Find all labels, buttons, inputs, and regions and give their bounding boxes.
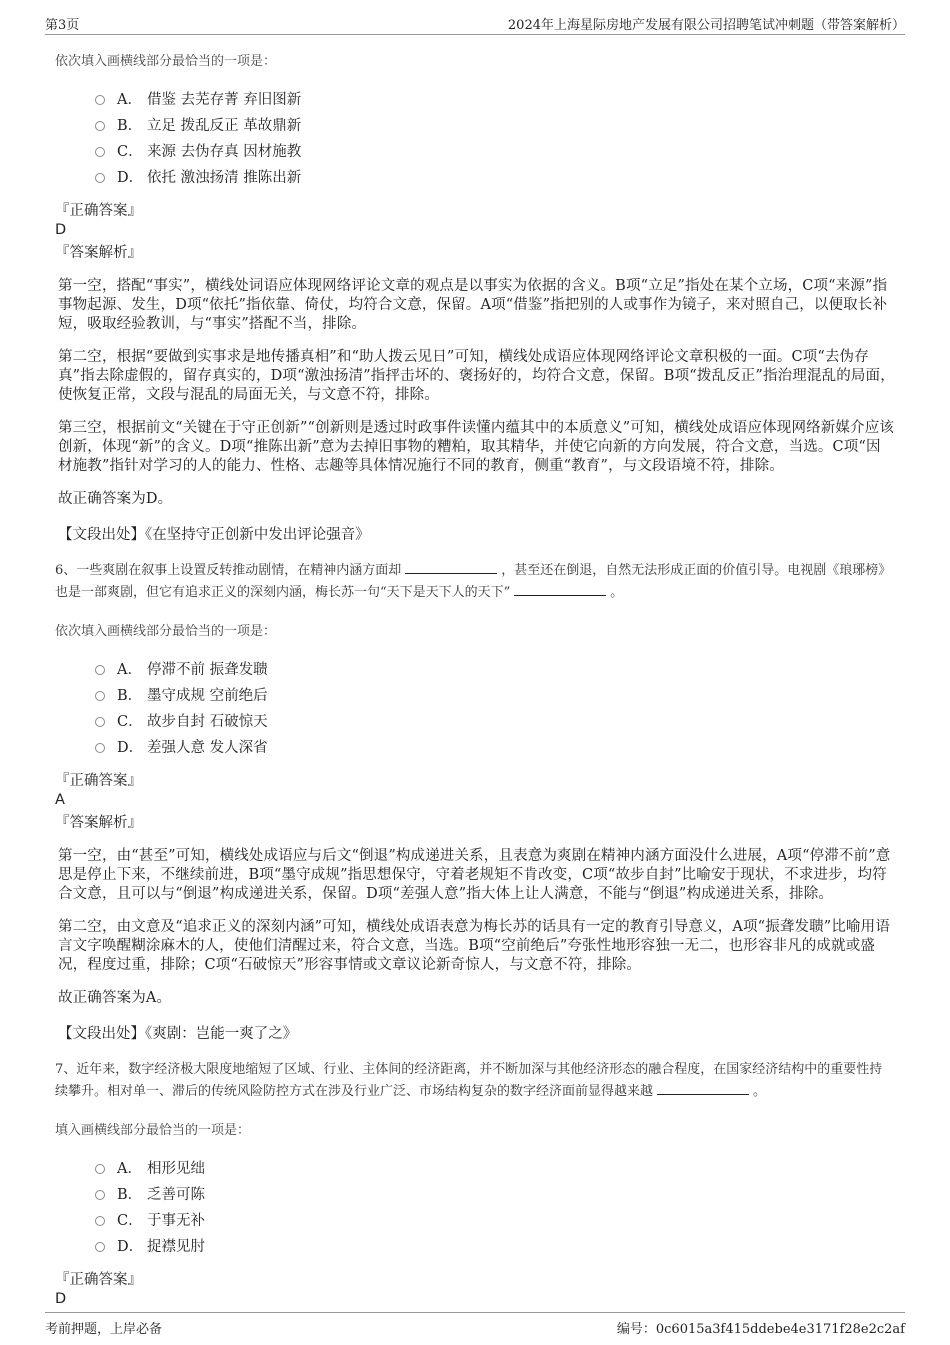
option-text: 捉襟见肘	[147, 1238, 205, 1255]
fill-blank	[405, 561, 497, 574]
option-letter: D．	[117, 739, 144, 756]
q5-analysis-paragraph: 第二空，根据“要做到实事求是地传播真相”和“助人拨云见日”可知，横线处成语应体现网络评论文章积极的一面。C项“去伪存真”指去除虚假的，留存真实的，D项“激浊扬清”指抨击坏的、褒扬好的，均符合文意，保留。B项“拨乱反正”指治理混乱的局面，使恢复正常，文段与混乱的局面无关，与文意不符，排除。	[58, 349, 895, 403]
q7-option-b[interactable]	[95, 1180, 895, 1206]
q6-analysis-paragraph: 第二空，由文意及“追求正义的深刻内涵”可知，横线处成语表意为梅长苏的话具有一定的教育引导意义，A项“振聋发聩”比喻用语言文字唤醒糊涂麻木的人，使他们清醒过来，符合文意，当选。B项“空前绝后”夸张性地形容独一无二，也形容非凡的成就或盛况，程度过重，排除；C项“石破惊天”形容事情或文章议论新奇惊人，与文意不符，排除。	[58, 919, 890, 973]
document-body	[55, 44, 895, 1308]
q5-answer-label: 『正确答案』	[55, 203, 142, 219]
q6-source: 【文段出处】《爽剧：岂能一爽了之》	[58, 1026, 298, 1042]
q7-stem-part: 7、近年来，数字经济极大限度地缩短了区域、行业、主体间的经济距离，并不断加深与其他经济形态的融合程度，在国家经济结构中的重要性持续攀升。相对单一、滞后的传统风险防控方式在涉及行业广泛、市场结构复杂的数字经济面前显得越来越	[55, 1062, 883, 1099]
option-letter: B．	[117, 1186, 143, 1203]
q6-stem-part: 6、一些爽剧在叙事上设置反转推动剧情，在精神内涵方面却	[55, 563, 402, 578]
option-letter: C．	[117, 1212, 143, 1229]
radio-icon[interactable]	[95, 1190, 105, 1200]
q5-option-b[interactable]	[95, 111, 895, 137]
option-letter: D．	[117, 1238, 144, 1255]
radio-icon[interactable]	[95, 1216, 105, 1226]
q5-option-c[interactable]	[95, 137, 895, 163]
radio-icon[interactable]	[95, 173, 105, 183]
q7-answer-label: 『正确答案』	[55, 1272, 142, 1288]
radio-icon[interactable]	[95, 691, 105, 701]
q6-analysis-paragraph: 第一空，由“甚至”可知，横线处成语应与后文“倒退”构成递进关系，且表意为爽剧在精神内涵方面没什么进展，A项“停滞不前”意思是停止下来，不继续前进，B项“墨守成规”指思想保守，守着老规矩不肯改变，C项“故步自封”比喻安于现状，不求进步，均符合文意，且可以与“倒退”构成递进关系，保留。D项“差强人意”指大体上让人满意，不能与“倒退”构成递进关系，排除。	[58, 848, 891, 902]
radio-icon[interactable]	[95, 1164, 105, 1174]
footer-slogan: 考前押题，上岸必备	[45, 1322, 163, 1337]
radio-icon[interactable]	[95, 665, 105, 675]
q7-stem-part: 。	[753, 1084, 767, 1099]
document-title: 2024年上海星际房地产发展有限公司招聘笔试冲刺题（带答案解析）	[507, 18, 905, 33]
q6-option-b[interactable]	[95, 681, 895, 707]
radio-icon[interactable]	[95, 95, 105, 105]
document-code: 编号：0c6015a3f415ddebe4e3171f28e2c2af	[616, 1322, 905, 1337]
q6-conclusion: 故正确答案为A。	[58, 990, 172, 1006]
q7-stem	[55, 1059, 895, 1103]
option-text: 相形见绌	[147, 1160, 205, 1177]
option-text: 来源 去伪存真 因材施教	[147, 143, 302, 160]
q7-options	[95, 1154, 895, 1258]
radio-icon[interactable]	[95, 1242, 105, 1252]
option-letter: C．	[117, 143, 143, 160]
q7-answer: D	[55, 1291, 67, 1307]
q5-analysis-paragraph: 第一空，搭配“事实”，横线处词语应体现网络评论文章的观点是以事实为依据的含义。B项“立足”指处在某个立场，C项“来源”指事物起源、发生，D项“依托”指依靠、倚仗，均符合文意，保留。A项“借鉴”指把别的人或事作为镜子，来对照自己，以便取长补短，吸取经验教训，与“事实”搭配不当，排除。	[58, 278, 888, 332]
option-text: 依托 激浊扬清 推陈出新	[147, 169, 302, 186]
q5-source: 【文段出处】《在坚持守正创新中发出评论强音》	[58, 527, 370, 543]
option-letter: A．	[117, 1160, 142, 1177]
q5-analysis-paragraph: 第三空，根据前文“关键在于守正创新”“创新则是透过时政事件读懂内蕴其中的本质意义”可知，横线处成语应体现网络新媒介应该创新，体现“新”的含义。D项“推陈出新”意为去掉旧事物的糟粕，取其精华，并使它向新的方向发展，符合文意，当选。C项“因材施教”指针对学习的人的能力、性格、志趣等具体情况施行不同的教育，侧重“教育”，与文段语境不符，排除。	[58, 420, 894, 474]
q5-answer: D	[55, 222, 67, 238]
q6-option-d[interactable]	[95, 733, 895, 759]
option-text: 故步自封 石破惊天	[147, 713, 268, 730]
q5-options	[95, 85, 895, 189]
option-letter: A．	[117, 661, 142, 678]
radio-icon[interactable]	[95, 717, 105, 727]
page-header	[45, 12, 905, 35]
option-letter: D．	[117, 169, 144, 186]
radio-icon[interactable]	[95, 743, 105, 753]
q7-option-d[interactable]	[95, 1232, 895, 1258]
q6-stem	[55, 560, 895, 604]
fill-blank	[514, 583, 606, 596]
q5-prompt: 依次填入画横线部分最恰当的一项是：	[55, 54, 277, 69]
q6-answer-label: 『正确答案』	[55, 773, 142, 789]
q6-analysis-label: 『答案解析』	[55, 815, 142, 831]
q6-option-a[interactable]	[95, 655, 895, 681]
radio-icon[interactable]	[95, 147, 105, 157]
radio-icon[interactable]	[95, 121, 105, 131]
q7-option-c[interactable]	[95, 1206, 895, 1232]
option-letter: B．	[117, 117, 143, 134]
q5-conclusion: 故正确答案为D。	[58, 491, 173, 507]
q6-prompt: 依次填入画横线部分最恰当的一项是：	[55, 624, 277, 639]
q7-option-a[interactable]	[95, 1154, 895, 1180]
q6-options	[95, 655, 895, 759]
q5-option-a[interactable]	[95, 85, 895, 111]
option-letter: C．	[117, 713, 143, 730]
option-text: 立足 拨乱反正 革故鼎新	[147, 117, 302, 134]
q6-stem-part: 。	[610, 585, 624, 600]
q5-analysis-label: 『答案解析』	[55, 245, 142, 261]
page-footer	[45, 1312, 905, 1339]
option-text: 于事无补	[147, 1212, 205, 1229]
q6-stem-part: ，甚至还在倒退，自然无法形成正面的价值引导。电视剧《琅琊榜》也是一部爽剧，但它有追求正义的深刻内涵，梅长苏一句“天下是天下人的天下”	[55, 563, 892, 600]
q7-prompt: 填入画横线部分最恰当的一项是：	[55, 1123, 251, 1138]
option-text: 借鉴 去芜存菁 弃旧图新	[147, 91, 302, 108]
fill-blank	[657, 1082, 749, 1095]
option-text: 差强人意 发人深省	[147, 739, 268, 756]
page-number: 第3页	[45, 18, 80, 33]
q6-answer: A	[55, 792, 65, 808]
q6-option-c[interactable]	[95, 707, 895, 733]
option-text: 墨守成规 空前绝后	[147, 687, 268, 704]
option-letter: B．	[117, 687, 143, 704]
q5-option-d[interactable]	[95, 163, 895, 189]
option-letter: A．	[117, 91, 142, 108]
option-text: 乏善可陈	[147, 1186, 205, 1203]
option-text: 停滞不前 振聋发聩	[147, 661, 268, 678]
